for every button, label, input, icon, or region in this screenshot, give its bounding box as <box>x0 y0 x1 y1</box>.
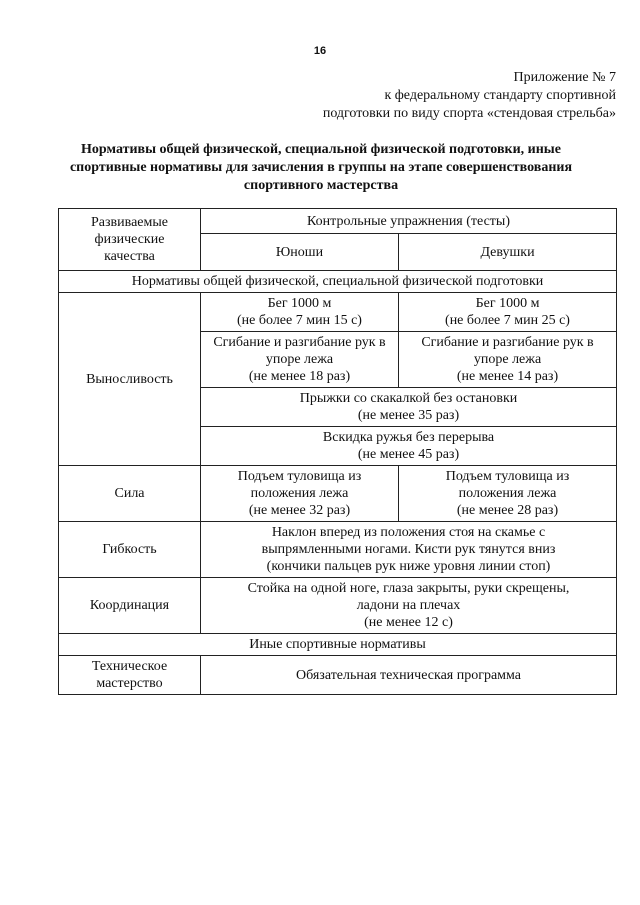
appendix-header <box>323 69 616 123</box>
appendix-reference: к федеральному стандарту спортивной <box>384 88 616 103</box>
run-boys: Бег 1000 м (не более 7 мин 15 с) <box>201 293 399 332</box>
standards-table <box>58 208 617 695</box>
technical-program: Обязательная техническая программа <box>201 656 617 695</box>
quality-endurance: Выносливость <box>59 293 201 466</box>
quality-technical: Техническое мастерство <box>59 656 201 695</box>
title-line: Нормативы общей физической, специальной физической подготовки, иные <box>81 142 561 157</box>
section-row <box>59 634 617 656</box>
table-row <box>59 293 617 332</box>
table-row <box>59 522 617 578</box>
table-row <box>59 656 617 695</box>
table-row <box>59 578 617 634</box>
header-girls: Девушки <box>399 234 617 271</box>
quality-flexibility: Гибкость <box>59 522 201 578</box>
pushup-boys: Сгибание и разгибание рук в упоре лежа (не менее 18 раз) <box>201 332 399 388</box>
quality-strength: Сила <box>59 466 201 522</box>
quality-coordination: Координация <box>59 578 201 634</box>
pushup-girls: Сгибание и разгибание рук в упоре лежа (не менее 14 раз) <box>399 332 617 388</box>
run-girls: Бег 1000 м (не более 7 мин 25 с) <box>399 293 617 332</box>
table-header-row <box>59 209 617 234</box>
rope-jump: Прыжки со скакалкой без остановки (не менее 35 раз) <box>201 388 617 427</box>
document-title <box>40 141 602 195</box>
header-qualities: Развиваемые физические качества <box>59 209 201 271</box>
rifle-raise: Вскидка ружья без перерыва (не менее 45 раз) <box>201 427 617 466</box>
flexibility-test: Наклон вперед из положения стоя на скамье с выпрямленными ногами. Кисти рук тянутся вниз (кончики пальцев рук ниже уровня линии стоп) <box>201 522 617 578</box>
section-other: Иные спортивные нормативы <box>59 634 617 656</box>
page-number: 16 <box>313 45 327 57</box>
situp-boys: Подъем туловища из положения лежа (не менее 32 раз) <box>201 466 399 522</box>
situp-girls: Подъем туловища из положения лежа (не менее 28 раз) <box>399 466 617 522</box>
section-row <box>59 271 617 293</box>
appendix-number: Приложение № 7 <box>513 70 616 85</box>
title-line: спортивного мастерства <box>243 178 399 193</box>
coordination-test: Стойка на одной ноге, глаза закрыты, руки скрещены, ладони на плечах (не менее 12 с) <box>201 578 617 634</box>
section-general: Нормативы общей физической, специальной физической подготовки <box>59 271 617 293</box>
title-line: спортивные нормативы для зачисления в группы на этапе совершенствования <box>69 160 573 175</box>
header-boys: Юноши <box>201 234 399 271</box>
header-tests: Контрольные упражнения (тесты) <box>201 209 617 234</box>
table-row <box>59 466 617 522</box>
appendix-sport: подготовки по виду спорта «стендовая стрельба» <box>322 106 616 121</box>
